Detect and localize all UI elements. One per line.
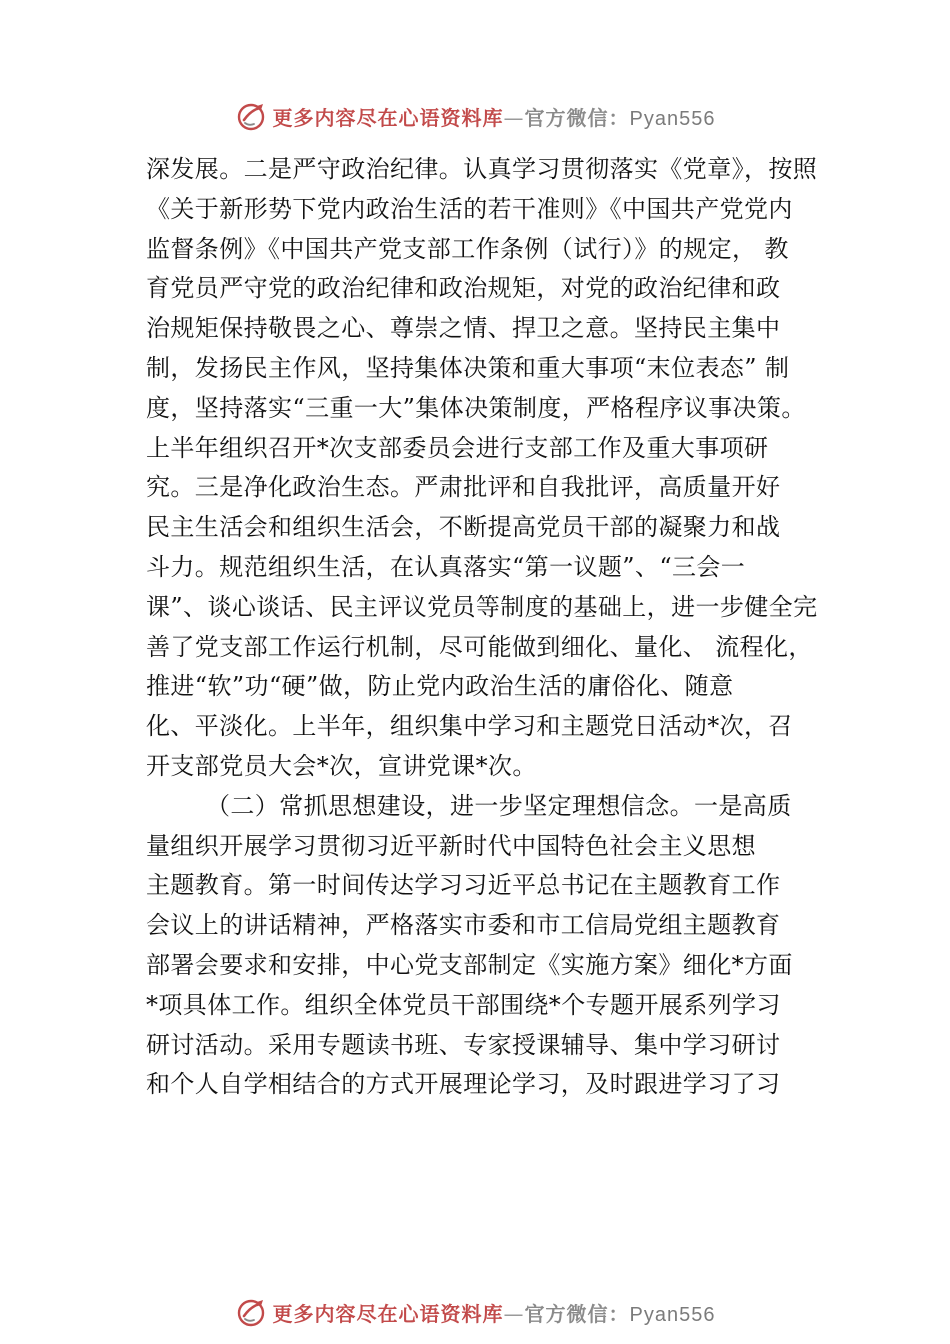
text-line: 主题教育。第一时间传达学习习近平总书记在主题教育工作 [146,871,781,900]
text-line: 监督条例》《中国共产党支部工作条例（试行）》的规定， 教 [146,234,789,263]
watermark-group [235,100,716,132]
footer-watermark [0,1292,950,1332]
watermark-text [273,1298,716,1327]
text-line: 开支部党员大会*次，宣讲党课*次。 [146,751,537,780]
text-line: 深发展。二是严守政治纪律。认真学习贯彻落实《党章》，按照 [146,155,818,183]
watermark-wechat-id: Pyan556 [629,107,716,130]
text-line: 和个人自学相结合的方式开展理论学习，及时跟进学习了习 [146,1070,781,1099]
watermark-brand: 更多内容尽在心语资料库 [272,1301,504,1326]
watermark-wechat-label: 官方微信： [524,105,630,130]
text-line: 课”、谈心谈话、民主评议党员等制度的基础上，进一步健全完 [146,592,818,621]
text-line: 上半年组织召开*次支部委员会进行支部工作及重大事项研 [146,433,769,462]
document-body [146,150,836,1105]
text-line: 善了党支部工作运行机制，尽可能做到细化、量化、 流程化， [146,632,813,661]
watermark-wechat-label: 官方微信： [524,1301,630,1326]
text-line: 斗力。规范组织生活，在认真落实“第一议题”、“三会一 [146,552,746,581]
text-line: 制，发扬民主作风，坚持集体决策和重大事项“末位表态” 制 [146,353,790,382]
text-line: 《关于新形势下党内政治生活的若干准则》《中国共产党党内 [146,194,793,223]
watermark-wechat-id: Pyan556 [629,1303,716,1326]
watermark-brand: 更多内容尽在心语资料库 [272,105,504,130]
brand-logo-icon [235,1296,267,1328]
brand-logo-icon [235,100,267,132]
text-line: 量组织开展学习贯彻习近平新时代中国特色社会主义思想 [146,831,756,860]
text-line: 部署会要求和安排，中心党支部制定《实施方案》细化*方面 [146,950,793,979]
text-line: 化、平淡化。上半年，组织集中学习和主题党日活动*次，召 [146,712,793,741]
text-line: 推进“软”功“硬”做，防止党内政治生活的庸俗化、随意 [146,672,734,701]
text-line: 究。三是净化政治生态。严肃批评和自我批评，高质量开好 [146,473,781,502]
text-line: 研讨活动。采用专题读书班、专家授课辅导、集中学习研讨 [146,1030,781,1059]
text-line: *项具体工作。组织全体党员干部围绕*个专题开展系列学习 [146,990,781,1019]
text-line: 民主生活会和组织生活会，不断提高党员干部的凝聚力和战 [146,513,781,542]
text-line: 育党员严守党的政治纪律和政治规矩，对党的政治纪律和政 [146,274,781,303]
watermark-group [235,1296,716,1328]
watermark-text [273,102,716,131]
text-line: 治规矩保持敬畏之心、尊崇之情、捍卫之意。坚持民主集中 [146,314,781,343]
text-line: 度，坚持落实“三重一大”集体决策制度，严格程序议事决策。 [146,393,806,422]
watermark-separator: — [503,1301,525,1326]
watermark-separator: — [503,105,525,130]
text-line: 会议上的讲话精神，严格落实市委和市工信局党组主题教育 [146,911,781,940]
header-watermark [0,96,950,136]
text-line: （二）常抓思想建设，进一步坚定理想信念。一是高质 [206,791,792,820]
